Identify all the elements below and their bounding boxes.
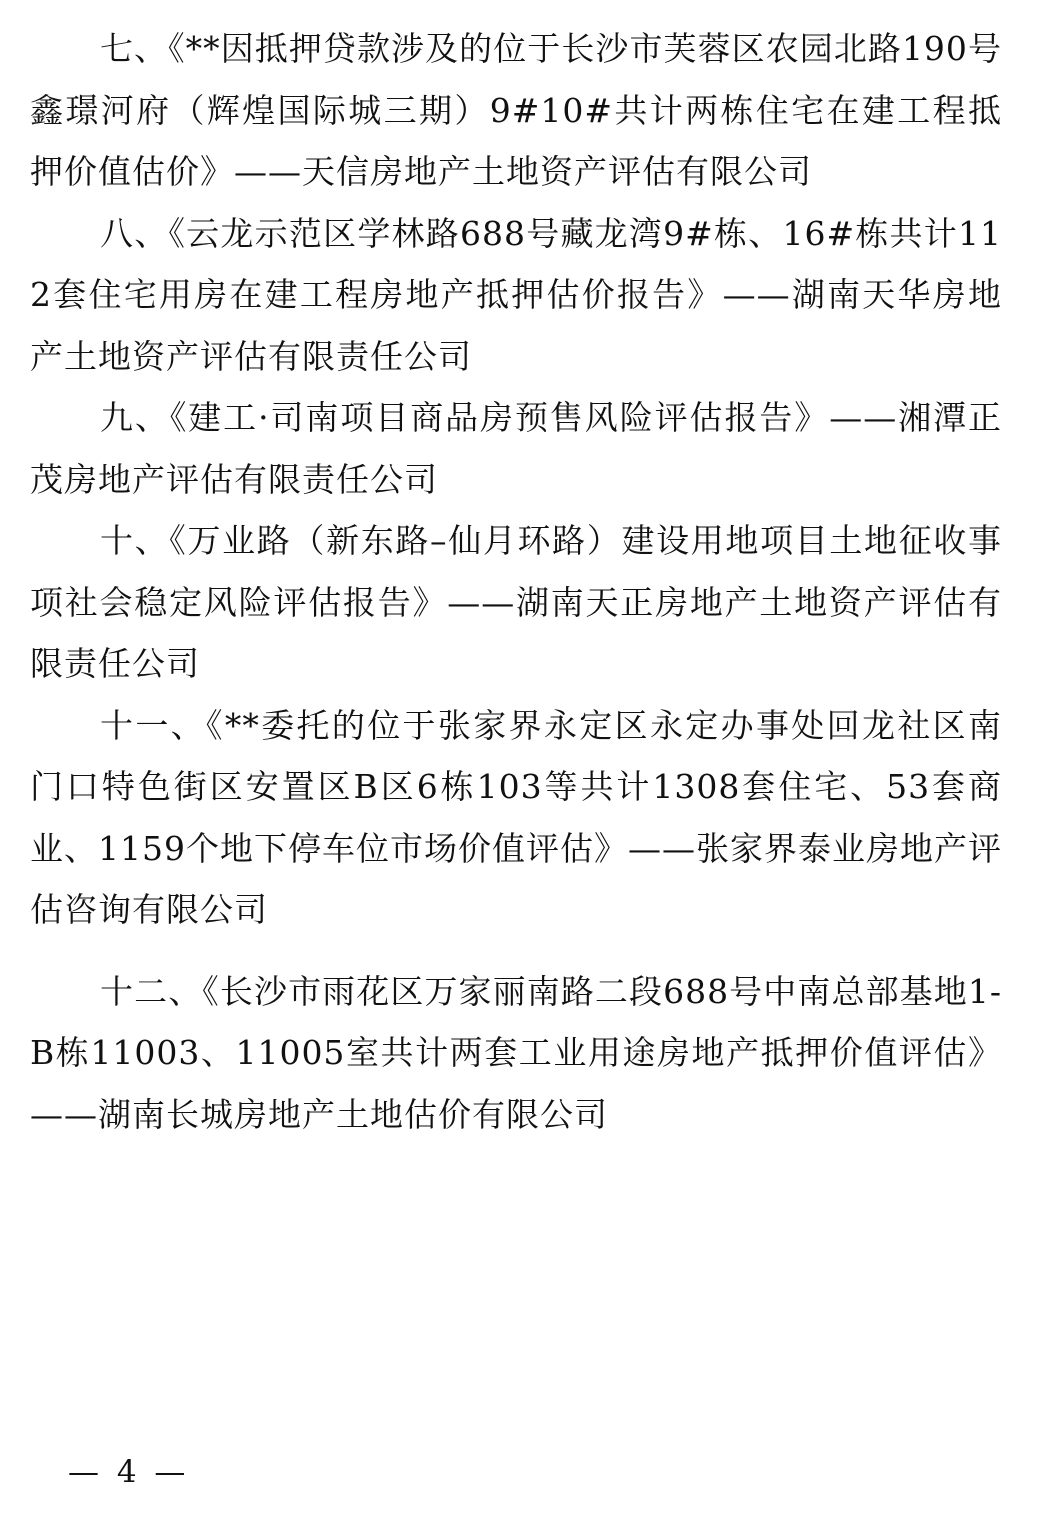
entry-item-10: 十、《万业路（新东路–仙月环路）建设用地项目土地征收事项社会稳定风险评估报告》——湖南天正房地产土地资产评估有限责任公司 [30, 521, 1002, 683]
entry-list [30, 18, 1002, 1145]
entry-item-12: 十二、《长沙市雨花区万家丽南路二段688号中南总部基地1-B栋11003、11005室共计两套工业用途房地产抵押价值评估》——湖南长城房地产土地估价有限公司 [30, 971, 1002, 1134]
entry-item-7: 七、《**因抵押贷款涉及的位于长沙市芙蓉区农园北路190号鑫璟河府（辉煌国际城三期）9#10#共计两栋住宅在建工程抵押价值估价》——天信房地产土地资产评估有限公司 [30, 29, 1002, 191]
entry-item-9: 九、《建工·司南项目商品房预售风险评估报告》——湘潭正茂房地产评估有限责任公司 [30, 398, 1002, 499]
entry-item-11: 十一、《**委托的位于张家界永定区永定办事处回龙社区南门口特色街区安置区B区6栋103等共计1308套住宅、53套商业、1159个地下停车位市场价值评估》——张家界泰业房地产评估咨询有限公司 [30, 705, 1002, 929]
entry-item-8: 八、《云龙示范区学林路688号藏龙湾9#栋、16#栋共计112套住宅用房在建工程房地产抵押估价报告》——湖南天华房地产土地资产评估有限责任公司 [30, 213, 1002, 376]
page-number: — 4 — [68, 1454, 190, 1490]
